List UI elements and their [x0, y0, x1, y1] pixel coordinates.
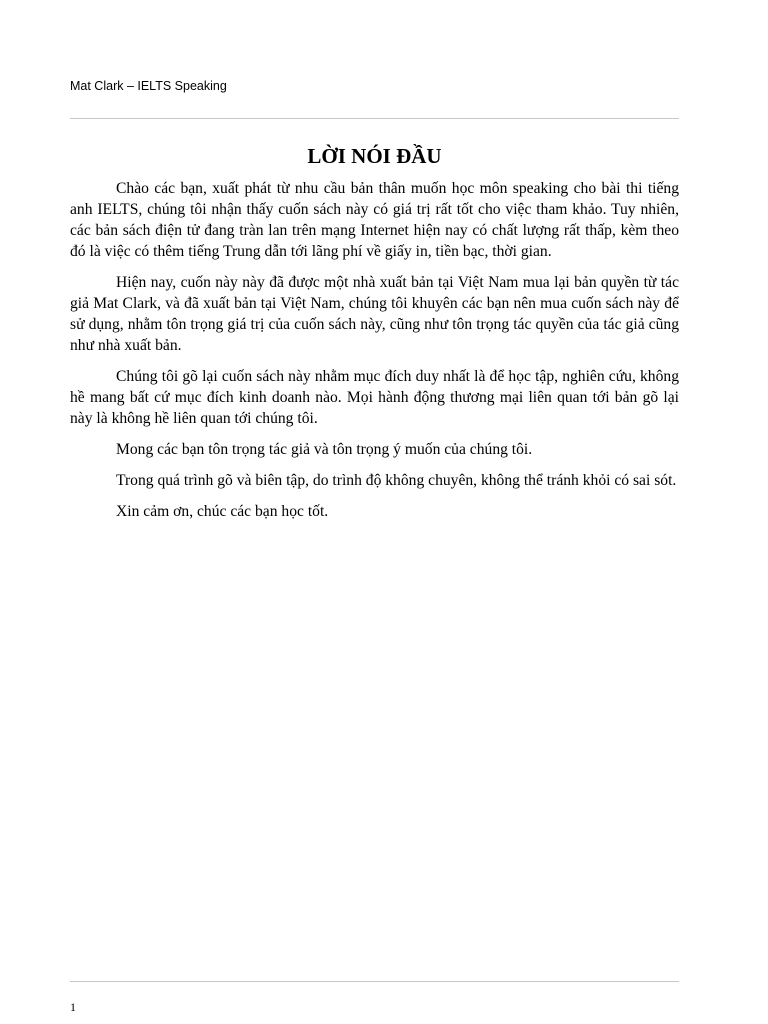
running-header: Mat Clark – IELTS Speaking [70, 79, 227, 93]
header-divider [70, 118, 679, 119]
paragraph: Chúng tôi gõ lại cuốn sách này nhằm mục đích duy nhất là để học tập, nghiên cứu, không hề mang bất cứ mục đích kinh doanh nào. Mọi hành động thương mại liên quan tới bản gõ lại này là không hề liên quan tới chúng tôi. [70, 368, 679, 427]
paragraph: Hiện nay, cuốn này này đã được một nhà xuất bản tại Việt Nam mua lại bản quyền từ tác giả Mat Clark, và đã xuất bản tại Việt Nam, chúng tôi khuyên các bạn nên mua cuốn sách này để sử dụng, nhằm tôn trọng giá trị của cuốn sách này, cũng như tôn trọng tác quyền của tác giả cũng như nhà xuất bản. [70, 274, 679, 354]
paragraph: Trong quá trình gõ và biên tập, do trình độ không chuyên, không thể tránh khỏi có sai sót. [116, 472, 677, 489]
paragraph: Chào các bạn, xuất phát từ nhu cầu bản thân muốn học môn speaking cho bài thi tiếng anh IELTS, chúng tôi nhận thấy cuốn sách này có giá trị rất tốt cho việc tham khảo. Tuy nhiên, các bản sách điện tử đang tràn lan trên mạng Internet hiện nay có chất lượng rất thấp, kèm theo đó là việc có thêm tiếng Trung dẫn tới lãng phí về giấy in, tiền bạc, thời gian. [70, 180, 679, 260]
paragraph: Xin cảm ơn, chúc các bạn học tốt. [116, 503, 329, 520]
page-number: 1 [70, 1000, 76, 1014]
body-text [70, 178, 679, 532]
paragraph: Mong các bạn tôn trọng tác giả và tôn trọng ý muốn của chúng tôi. [116, 441, 533, 458]
page-title: LỜI NÓI ĐẦU [307, 144, 442, 168]
footer-divider [70, 981, 679, 982]
